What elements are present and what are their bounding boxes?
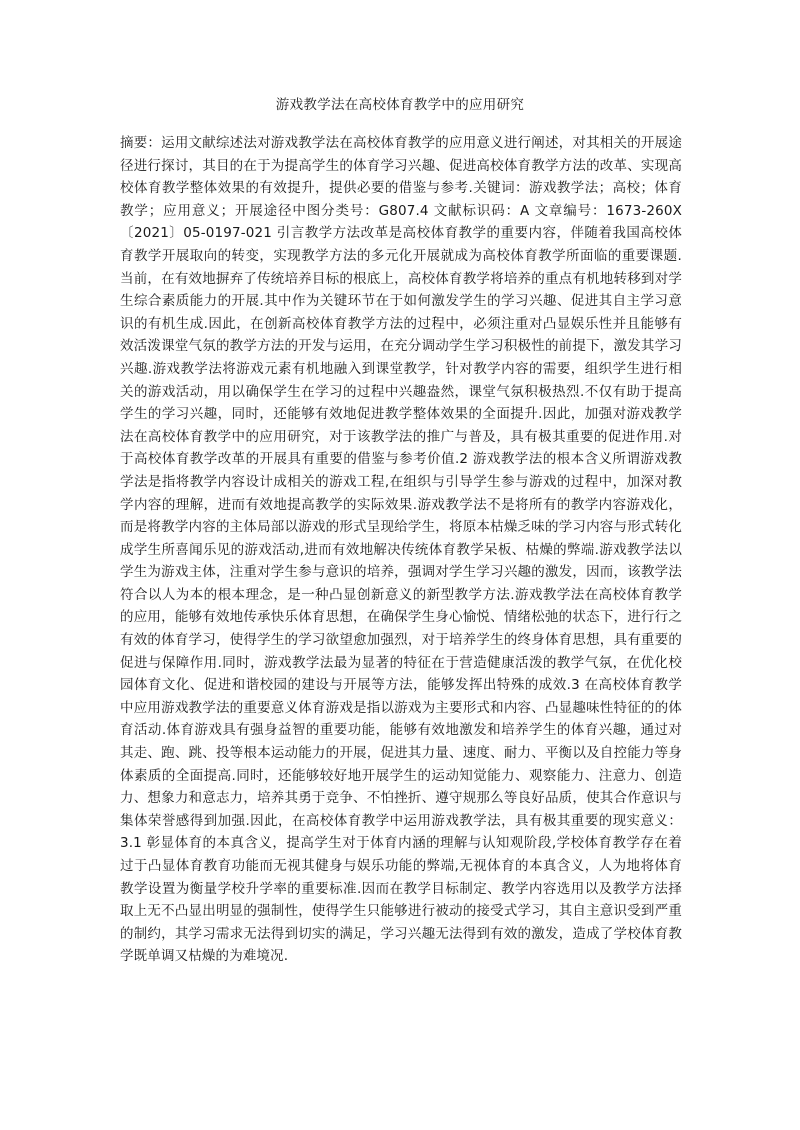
document-title: 游戏教学法在高校体育教学中的应用研究 xyxy=(275,97,525,113)
document-body-text: 摘要：运用文献综述法对游戏教学法在高校体育教学的应用意义进行阐述，对其相关的开展途径进行探讨，其目的在于为提高学生的体育学习兴趣、促进高校体育教学方法的改革、实现高校体育教学整体效果的有效提升，提供必要的借鉴与参考.关键词：游戏教学法；高校；体育教学；应用意义；开展途径中图分类号：G807.4 文献标识码：A 文章编号：1673-260X〔2021〕05-0197-021 引言教学方法改革是高校体育教学的重要内容，伴随着我国高校体育教学开展取向的转变，实现教学方法的多元化开展就成为高校体育教学所面临的重要课题.当前，在有效地摒弃了传统培养目标的根底上，高校体育教学将培养的重点有机地转移到对学生综合素质能力的开展.其中作为关键环节在于如何激发学生的学习兴趣、促进其自主学习意识的有机生成.因此，在创新高校体育教学方法的过程中，必须注重对凸显娱乐性并且能够有效活泼课堂气氛的教学方法的开发与运用，在充分调动学生学习积极性的前提下，激发其学习兴趣.游戏教学法将游戏元素有机地融入到课堂教学，针对教学内容的需要，组织学生进行相关的游戏活动，用以确保学生在学习的过程中兴趣盎然，课堂气氛积极热烈.不仅有助于提高学生的学习兴趣，同时，还能够有效地促进教学整体效果的全面提升.因此，加强对游戏教学法在高校体育教学中的应用研究，对于该教学法的推广与普及，具有极其重要的促进作用.对于高校体育教学改革的开展具有重要的借鉴与参考价值.2 游戏教学法的根本含义所谓游戏教学法是指将教学内容设计成相关的游戏工程,在组织与引导学生参与游戏的过程中，加深对教学内容的理解，进而有效地提高教学的实际效果.游戏教学法不是将所有的教学内容游戏化，而是将教学内容的主体局部以游戏的形式呈现给学生，将原本枯燥乏味的学习内容与形式转化成学生所喜闻乐见的游戏活动,进而有效地解决传统体育教学呆板、枯燥的弊端.游戏教学法以学生为游戏主体，注重对学生参与意识的培养，强调对学生学习兴趣的激发，因而，该教学法符合以人为本的根本理念，是一种凸显创新意义的新型教学方法.游戏教学法在高校体育教学的应用，能够有效地传承快乐体育思想，在确保学生身心愉悦、情绪松弛的状态下，进行行之有效的体育学习，使得学生的学习欲望愈加强烈，对于培养学生的终身体育思想，具有重要的促进与保障作用.同时，游戏教学法最为显著的特征在于营造健康活泼的教学气氛，在优化校园体育文化、促进和谐校园的建设与开展等方法，能够发挥出特殊的成效.3 在高校体育教学中应用游戏教学法的重要意义体育游戏是指以游戏为主要形式和内容、凸显趣味性特征的的体育活动.体育游戏具有强身益智的重要功能，能够有效地激发和培养学生的体育兴趣，通过对其走、跑、跳、投等根本运动能力的开展，促进其力量、速度、耐力、平衡以及自控能力等身体素质的全面提高.同时，还能够较好地开展学生的运动知觉能力、观察能力、注意力、创造力、想象力和意志力，培养其勇于竞争、不怕挫折、遵守规那么等良好品质，使其合作意识与集体荣誉感得到加强.因此，在高校体育教学中运用游戏教学法，具有极其重要的现实意义：3.1 彰显体育的本真含义，提高学生对于体育内涵的理解与认知观阶段,学校体育教学存在着过于凸显体育教育功能而无视其健身与娱乐功能的弊端,无视体育的本真含义，人为地将体育教学设置为衡量学校升学率的重要标准.因而在教学目标制定、教学内容选用以及教学方法择取上无不凸显出明显的强制性，使得学生只能够进行被动的接受式学习，其自主意识受到严重的制约，其学习需求无法得到切实的满足，学习兴趣无法得到有效的激发，造成了学校体育教学既单调又枯燥的为难境况. xyxy=(120,135,682,965)
